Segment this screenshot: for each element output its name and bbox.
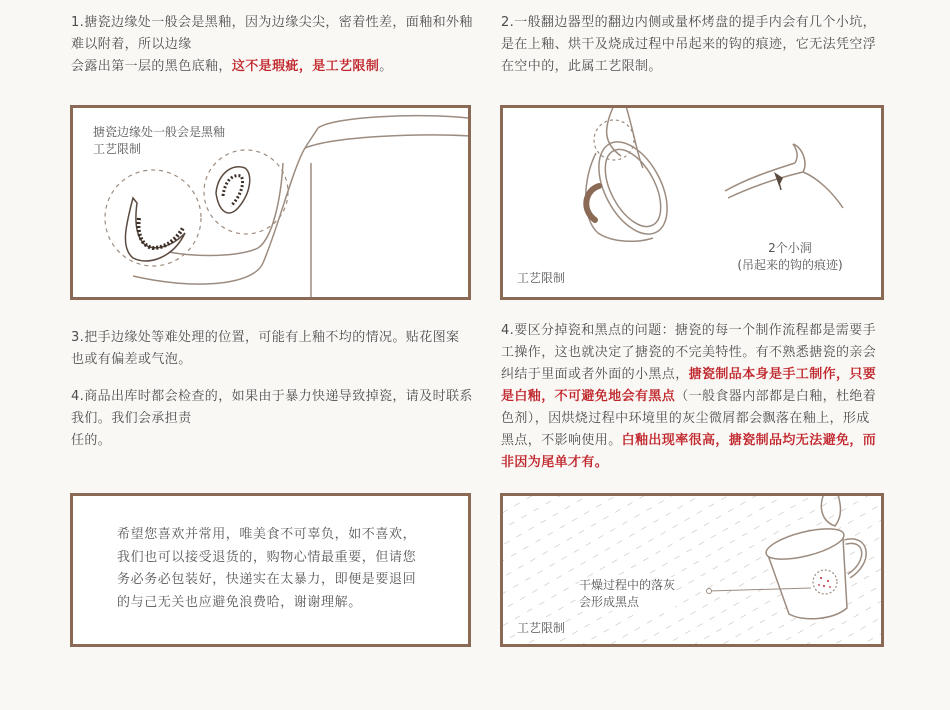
section-5-text-b: （一般食器内部都是白釉，杜绝着色剂），因烘烧过程中环境里的灰尘微屑都会飘落在釉上，形成黑点，不影响使用。 <box>501 389 877 448</box>
panel-2-caption: 工艺限制 <box>517 271 566 285</box>
section-4-text-a: 4.商品出库时都会检查的，如果由于暴力快递导致掉瓷，请及时联系我们。我们会承担责 <box>71 389 473 426</box>
panel-1-caption-line-1: 搪瓷边缘处一般会是黑釉 <box>93 125 226 139</box>
section-4-text-b: 任的。 <box>71 433 112 448</box>
section-1-text-c: 。 <box>379 59 393 74</box>
panel-3-dust-label <box>579 577 675 611</box>
note-line-1: 希望您喜欢并常用，唯美食不可辜负，如不喜欢， <box>117 527 417 542</box>
section-1-text <box>71 12 473 78</box>
panel-2-hole-label <box>725 240 855 274</box>
section-2-paragraph: 2.一般翻边器型的翻边内侧或量杯烤盘的提手内会有几个小坑，是在上釉、烘干及烧成过程中吊起来的钩的痕迹，它无法凭空浮在空中的，此属工艺限制。 <box>501 15 877 74</box>
panel-3-dust-label-line-2: 会形成黑点 <box>579 595 640 609</box>
panel-1-caption-line-2: 工艺限制 <box>93 142 142 156</box>
section-1-text-b: 会露出第一层的黑色底釉， <box>71 59 232 74</box>
illustration-panel-hook-marks <box>500 105 884 300</box>
section-5-highlight-a: 搪瓷制品本身是手工制作，只要是白釉，不可避免地会有黑点 <box>501 367 877 404</box>
section-4-text <box>71 386 473 452</box>
section-5-text-a: 4.要区分掉瓷和黑点的问题：搪瓷的每一个制作流程都是需要手工操作，这也就决定了搪瓷的不完美特性。有不熟悉搪瓷的亲会纠结于里面或者外面的小黑点， <box>501 323 877 382</box>
note-line-2: 我们也可以接受退货的，购物心情最重要，但请您 <box>117 549 417 565</box>
panel-3-dust-label-line-1: 干燥过程中的落灰 <box>579 578 676 592</box>
note-text <box>117 524 416 614</box>
section-3-text <box>71 327 471 371</box>
panel-2-hole-label-line-1: 2个小洞 <box>768 241 812 255</box>
note-line-3: 务必务必包装好，快递实在太暴力，即便是要退回 <box>117 572 417 587</box>
section-3-paragraph: 3.把手边缘处等难处理的位置，可能有上釉不均的情况。贴花图案也或有偏差或气泡。 <box>71 330 460 367</box>
illustration-panel-black-spots <box>500 493 884 647</box>
section-1-highlight: 这不是瑕疵，是工艺限制 <box>231 59 380 74</box>
section-5-text <box>501 320 877 474</box>
panel-1-caption <box>93 124 225 158</box>
panel-2-hole-label-line-2: (吊起来的钩的痕迹) <box>737 258 843 272</box>
section-2-text <box>501 12 881 78</box>
panel-3-caption: 工艺限制 <box>517 621 566 635</box>
note-line-4: 的与己无关也应避免浪费哈，谢谢理解。 <box>117 594 362 610</box>
section-5-highlight-b: 白釉出现率很高，搪瓷制品均无法避免，而非因为尾单才有。 <box>501 433 877 470</box>
section-1-text-a: 1.搪瓷边缘处一般会是黑釉，因为边缘尖尖，密着性差，面釉和外釉难以附着，所以边缘 <box>71 15 473 52</box>
note-panel <box>70 493 471 647</box>
illustration-panel-handle <box>70 105 471 300</box>
